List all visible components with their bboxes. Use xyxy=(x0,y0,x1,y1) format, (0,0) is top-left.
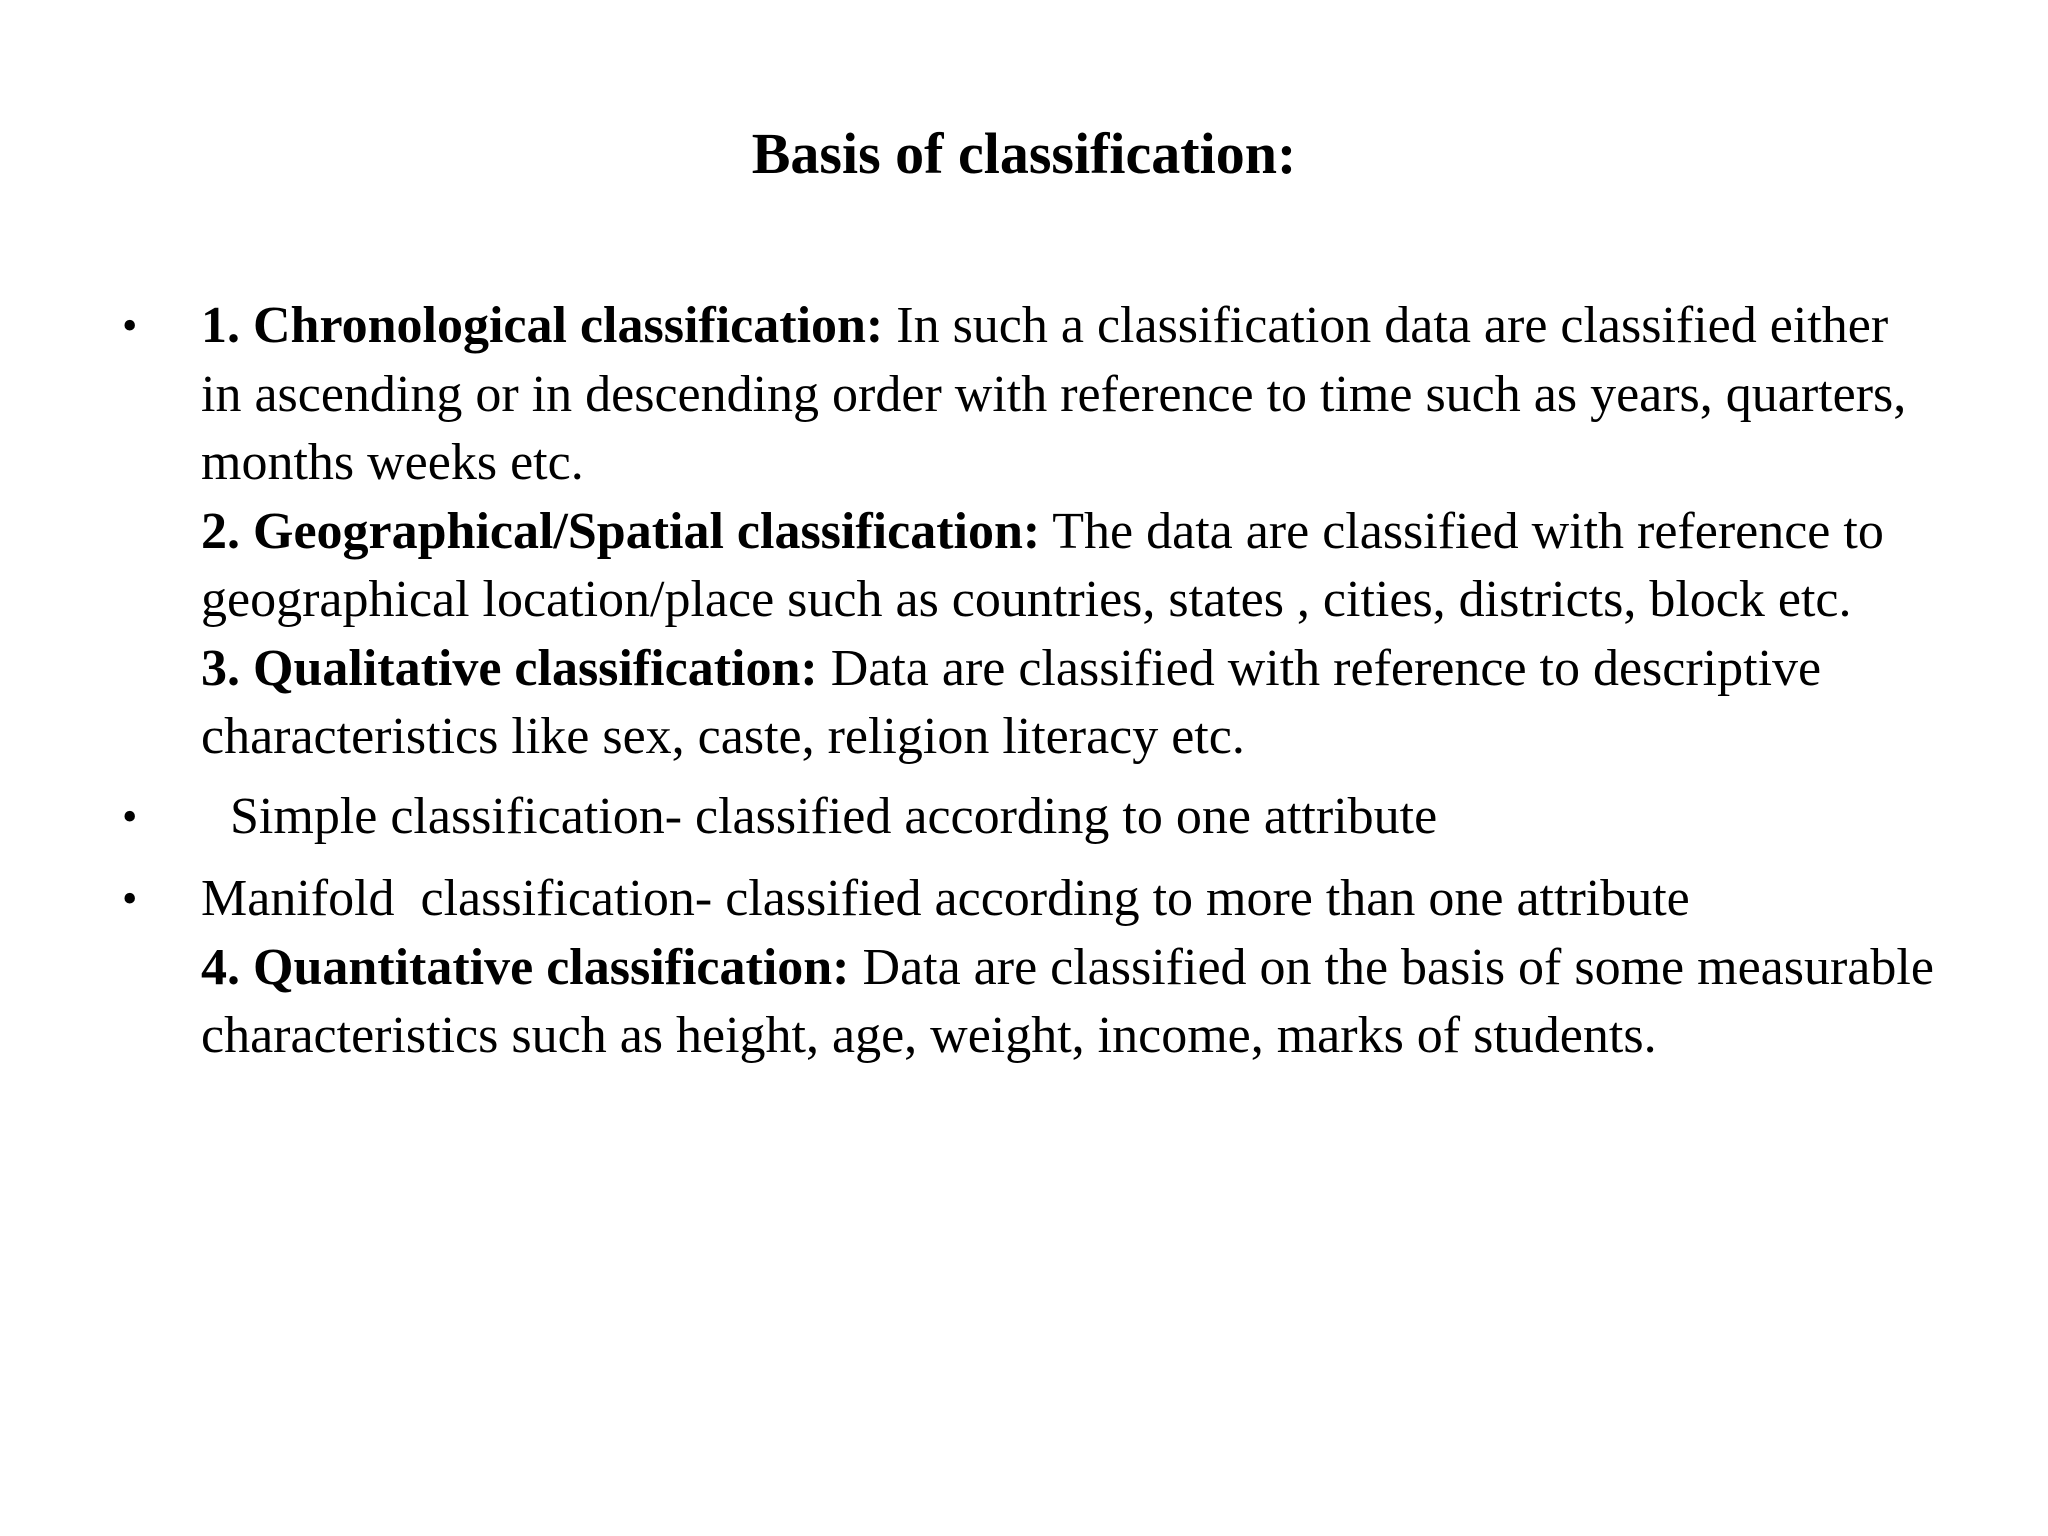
lead-quantitative: 4. Quantitative classification: xyxy=(201,938,850,996)
text-geographical: The data are classified with reference to geographical location/place such as countries, states , cities, districts, block etc. xyxy=(201,502,1884,628)
bullet-body xyxy=(201,865,1941,1071)
paragraph-geographical xyxy=(201,498,1941,635)
paragraph-quantitative xyxy=(201,934,1941,1071)
bullet-marker: • xyxy=(122,791,138,841)
text-manifold-classification: Manifold classification- classified according to more than one attribute xyxy=(201,870,1690,927)
text-chronological: In such a classification data are classified either in ascending or in descending order with reference to time such as years, quarters, months weeks etc. xyxy=(201,297,1907,491)
text-qualitative: Data are classified with reference to descriptive characteristics like sex, caste, religion literacy etc. xyxy=(201,639,1822,765)
paragraph-chronological xyxy=(201,292,1941,498)
bullet-list xyxy=(0,292,2048,1071)
bullet-item-simple xyxy=(0,783,2048,852)
paragraph-qualitative xyxy=(201,635,1941,772)
bullet-item-manifold xyxy=(0,865,2048,1071)
bullet-item-chronological-group xyxy=(0,292,2048,772)
bullet-body xyxy=(230,783,1970,852)
slide-title: Basis of classification: xyxy=(751,121,1297,186)
lead-qualitative: 3. Qualitative classification: xyxy=(201,639,818,697)
text-quantitative: Data are classified on the basis of some measurable characteristics such as height, age, weight, income, marks of students. xyxy=(201,938,1934,1064)
bullet-marker: • xyxy=(122,301,138,350)
bullet-body xyxy=(201,292,1941,772)
text-simple-classification: Simple classification- classified according to one attribute xyxy=(230,787,1438,845)
lead-chronological: 1. Chronological classification: xyxy=(201,297,884,354)
lead-geographical: 2. Geographical/Spatial classification: xyxy=(201,502,1041,560)
bullet-marker: • xyxy=(122,874,138,923)
